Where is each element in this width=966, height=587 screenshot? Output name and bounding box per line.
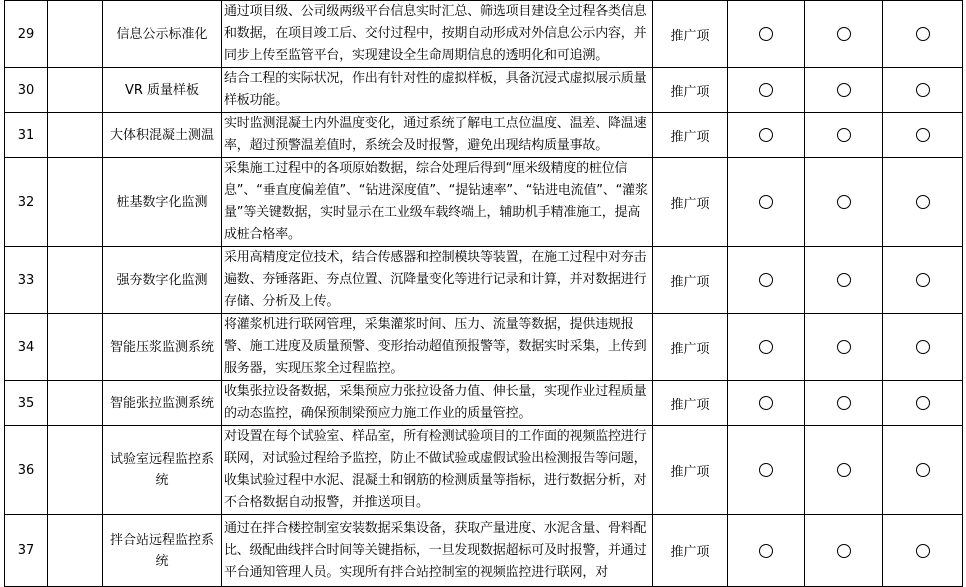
- circle-icon: [837, 83, 851, 97]
- circle-icon: [837, 195, 851, 209]
- table-row: [5, 247, 963, 314]
- item-name: 大体积混凝土测温: [103, 113, 222, 158]
- item-type: 推广项: [653, 426, 728, 515]
- circle-icon: [759, 27, 773, 41]
- table-row: [5, 314, 963, 381]
- option-cell: [805, 158, 883, 247]
- option-cell: [883, 1, 963, 68]
- table-row: [5, 158, 963, 247]
- option-cell: [805, 1, 883, 68]
- option-cell: [805, 381, 883, 426]
- row-number: 33: [5, 247, 48, 314]
- circle-icon: [916, 396, 930, 410]
- category-cell: [48, 158, 103, 247]
- circle-icon: [916, 273, 930, 287]
- item-type: 推广项: [653, 158, 728, 247]
- option-cell: [728, 113, 805, 158]
- category-cell: [48, 1, 103, 68]
- item-name: 智能张拉监测系统: [103, 381, 222, 426]
- option-cell: [728, 68, 805, 113]
- item-type: 推广项: [653, 515, 728, 587]
- option-cell: [883, 515, 963, 587]
- circle-icon: [916, 27, 930, 41]
- circle-icon: [759, 340, 773, 354]
- item-description: 对设置在每个试验室、样品室，所有检测试验项目的工作面的视频监控进行联网，对试验过程给予监控，防止不做试验或虚假试验出检测报告等问题，收集试验过程中水泥、混凝土和钢筋的检测质量等指标，进行数据分析，对不合格数据自动报警，并推送项目。: [222, 426, 653, 515]
- circle-icon: [916, 195, 930, 209]
- item-description: 采用高精度定位技术，结合传感器和控制模块等装置，在施工过程中对夯击遍数、夯锤落距、夯点位置、沉降量变化等进行记录和计算，并对数据进行存储、分析及上传。: [222, 247, 653, 314]
- option-cell: [805, 113, 883, 158]
- option-cell: [728, 1, 805, 68]
- item-description: 实时监测混凝土内外温度变化，通过系统了解电工点位温度、温差、降温速率，超过预警温差值时，系统会及时报警，避免出现结构质量事故。: [222, 113, 653, 158]
- circle-icon: [837, 273, 851, 287]
- option-cell: [728, 381, 805, 426]
- table-row: [5, 426, 963, 515]
- table-row: [5, 1, 963, 68]
- circle-icon: [916, 340, 930, 354]
- category-cell: [48, 314, 103, 381]
- item-description: 将灌浆机进行联网管理，采集灌浆时间、压力、流量等数据，提供违规报警、施工进度及质量预警、变形抬动超值预报警等，数据实时采集，上传到服务器，实现压浆全过程监控。: [222, 314, 653, 381]
- category-cell: [48, 426, 103, 515]
- option-cell: [805, 426, 883, 515]
- table-row: [5, 515, 963, 587]
- item-type: 推广项: [653, 381, 728, 426]
- option-cell: [805, 314, 883, 381]
- option-cell: [883, 381, 963, 426]
- option-cell: [728, 515, 805, 587]
- circle-icon: [837, 396, 851, 410]
- row-number: 29: [5, 1, 48, 68]
- row-number: 34: [5, 314, 48, 381]
- circle-icon: [916, 83, 930, 97]
- option-cell: [728, 158, 805, 247]
- category-cell: [48, 247, 103, 314]
- option-cell: [805, 68, 883, 113]
- option-cell: [728, 314, 805, 381]
- item-name: 试验室远程监控系统: [103, 426, 222, 515]
- item-description: 采集施工过程中的各项原始数据，综合处理后得到“厘米级精度的桩位信息”、“垂直度偏差值”、“钻进深度值”、“提钻速率”、“钻进电流值”、“灌浆量”等关键数据，实时显示在工业级车载终端上，辅助机手精准施工，提高成桩合格率。: [222, 158, 653, 247]
- item-description: 通过项目级、公司级两级平台信息实时汇总、筛选项目建设全过程各类信息和数据，在项目竣工后、交付过程中，按期自动形成对外信息公示内容，并同步上传至监管平台，实现建设全生命周期信息的透明化和可追溯。: [222, 1, 653, 68]
- row-number: 37: [5, 515, 48, 587]
- option-cell: [728, 426, 805, 515]
- circle-icon: [837, 128, 851, 142]
- option-cell: [883, 314, 963, 381]
- table-body: [5, 1, 963, 587]
- row-number: 31: [5, 113, 48, 158]
- option-cell: [805, 247, 883, 314]
- option-cell: [805, 515, 883, 587]
- circle-icon: [837, 463, 851, 477]
- option-cell: [883, 426, 963, 515]
- table-row: [5, 381, 963, 426]
- item-name: 拌合站远程监控系统: [103, 515, 222, 587]
- category-cell: [48, 68, 103, 113]
- circle-icon: [759, 463, 773, 477]
- item-name: 智能压浆监测系统: [103, 314, 222, 381]
- item-type: 推广项: [653, 68, 728, 113]
- item-type: 推广项: [653, 247, 728, 314]
- circle-icon: [837, 27, 851, 41]
- item-name: VR 质量样板: [103, 68, 222, 113]
- option-cell: [883, 68, 963, 113]
- circle-icon: [837, 544, 851, 558]
- item-type: 推广项: [653, 113, 728, 158]
- item-name: 信息公示标准化: [103, 1, 222, 68]
- row-number: 35: [5, 381, 48, 426]
- option-cell: [883, 247, 963, 314]
- item-type: 推广项: [653, 314, 728, 381]
- table-row: [5, 68, 963, 113]
- circle-icon: [759, 544, 773, 558]
- circle-icon: [916, 544, 930, 558]
- item-name: 桩基数字化监测: [103, 158, 222, 247]
- item-description: 结合工程的实际状况，作出有针对性的虚拟样板，具备沉浸式虚拟展示质量样板功能。: [222, 68, 653, 113]
- category-cell: [48, 113, 103, 158]
- circle-icon: [759, 195, 773, 209]
- item-description: 收集张拉设备数据，采集预应力张拉设备力值、伸长量，实现作业过程质量的动态监控，确保预制梁预应力施工作业的质量管控。: [222, 381, 653, 426]
- category-cell: [48, 515, 103, 587]
- circle-icon: [837, 340, 851, 354]
- option-cell: [728, 247, 805, 314]
- table: [4, 0, 963, 587]
- circle-icon: [759, 128, 773, 142]
- table-row: [5, 113, 963, 158]
- item-description: 通过在拌合楼控制室安装数据采集设备，获取产量进度、水泥含量、骨料配比、级配曲线拌合时间等关键指标，一旦发现数据超标可及时报警，并通过平台通知管理人员。实现所有拌合站控制室的视频监控进行联网，对: [222, 515, 653, 587]
- option-cell: [883, 158, 963, 247]
- item-name: 强夯数字化监测: [103, 247, 222, 314]
- circle-icon: [759, 396, 773, 410]
- row-number: 36: [5, 426, 48, 515]
- circle-icon: [916, 128, 930, 142]
- item-type: 推广项: [653, 1, 728, 68]
- category-cell: [48, 381, 103, 426]
- circle-icon: [916, 463, 930, 477]
- row-number: 32: [5, 158, 48, 247]
- circle-icon: [759, 273, 773, 287]
- circle-icon: [759, 83, 773, 97]
- option-cell: [883, 113, 963, 158]
- row-number: 30: [5, 68, 48, 113]
